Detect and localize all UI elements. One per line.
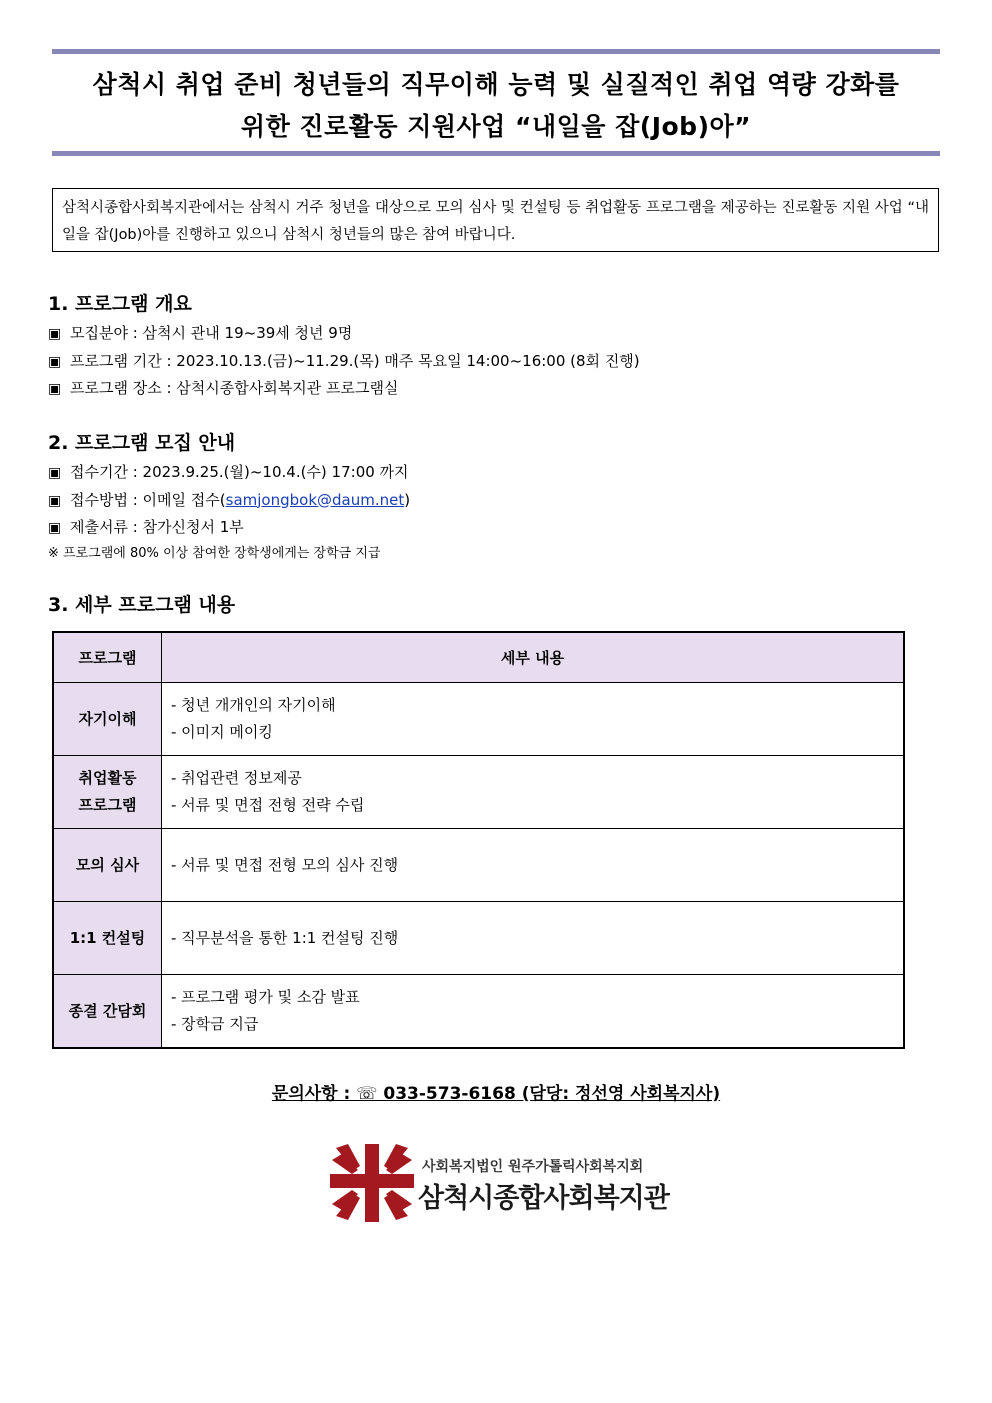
logo-title: 삼척시종합사회복지관 (418, 1183, 669, 1214)
bullet-icon: ▣ (48, 381, 62, 397)
title-line-1: 삼척시 취업 준비 청년들의 직무이해 능력 및 실질적인 취업 역량 강화를 (92, 70, 900, 99)
section-3-heading: 3. 세부 프로그램 내용 (48, 594, 236, 616)
header-program: 프로그램 (53, 632, 162, 683)
table-row (53, 975, 904, 1049)
program-name: 모의 심사 (53, 829, 162, 902)
logo-subtitle: 사회복지법인 원주가톨릭사회복지회 (422, 1159, 644, 1175)
section-overview (48, 290, 640, 403)
program-details: - 프로그램 평가 및 소감 발표 - 장학금 지급 (162, 975, 905, 1049)
overview-item: ▣ 모집분야 : 삼척시 관내 19~39세 청년 9명 (48, 320, 640, 348)
page-title (52, 64, 940, 148)
recruit-item: ▣ 접수방법 : 이메일 접수(samjongbok@daum.net) (48, 487, 410, 515)
contact-info: 문의사항 : ☏ 033-573-6168 (담당: 정선영 사회복지사) (271, 1084, 721, 1104)
program-details: - 취업관련 정보제공 - 서류 및 면접 전형 전략 수립 (162, 756, 905, 829)
section-recruitment (48, 429, 410, 566)
table-row (53, 683, 904, 756)
caritas-cross-icon (328, 1138, 416, 1226)
section-2-heading: 2. 프로그램 모집 안내 (48, 432, 236, 454)
intro-box: 삼척시종합사회복지관에서는 삼척시 거주 청년을 대상으로 모의 심사 및 컨설팅 등 취업활동 프로그램을 제공하는 진로활동 지원 사업 “내일을 잡(Job)아를 진행하고 있으니 삼척시 청년들의 많은 참여 바랍니다. (52, 188, 939, 252)
table-row (53, 829, 904, 902)
bullet-icon: ▣ (48, 353, 62, 370)
section-1-heading: 1. 프로그램 개요 (48, 293, 192, 315)
header-details: 세부 내용 (162, 632, 905, 683)
program-details: - 서류 및 면접 전형 모의 심사 진행 (162, 829, 905, 902)
program-details: - 청년 개개인의 자기이해 - 이미지 메이킹 (162, 683, 905, 756)
table-row (53, 756, 904, 829)
bullet-icon: ▣ (48, 520, 62, 536)
program-name: 1:1 컨설팅 (53, 902, 162, 975)
overview-item: ▣ 프로그램 장소 : 삼척시종합사회복지관 프로그램실 (48, 375, 640, 403)
program-details: - 직무분석을 통한 1:1 컨설팅 진행 (162, 902, 905, 975)
email-link[interactable]: samjongbok@daum.net (225, 490, 405, 509)
title-line-2: 위한 진로활동 지원사업 “내일을 잡(Job)아” (240, 112, 752, 141)
section-details (48, 591, 235, 621)
organization-logo (328, 1138, 708, 1228)
table-header-row (53, 632, 904, 683)
recruit-item: ▣ 접수기간 : 2023.9.25.(월)~10.4.(수) 17:00 까지 (48, 459, 410, 487)
overview-item: ▣ 프로그램 기간 : 2023.10.13.(금)~11.29.(목) 매주 목요일 14:00~16:00 (8회 진행) (48, 348, 640, 376)
top-rule (52, 49, 940, 54)
bullet-icon: ▣ (48, 465, 62, 481)
table-row (53, 902, 904, 975)
bottom-rule (52, 151, 940, 156)
scholarship-note: ※ 프로그램에 80% 이상 참여한 장학생에게는 장학금 지급 (48, 545, 381, 561)
program-name: 자기이해 (53, 683, 162, 756)
program-name: 취업활동 프로그램 (53, 756, 162, 829)
bullet-icon: ▣ (48, 492, 62, 509)
recruit-item: ▣ 제출서류 : 참가신청서 1부 (48, 514, 410, 542)
program-name: 종결 간담회 (53, 975, 162, 1049)
bullet-icon: ▣ (48, 326, 62, 342)
program-table (52, 631, 905, 1049)
